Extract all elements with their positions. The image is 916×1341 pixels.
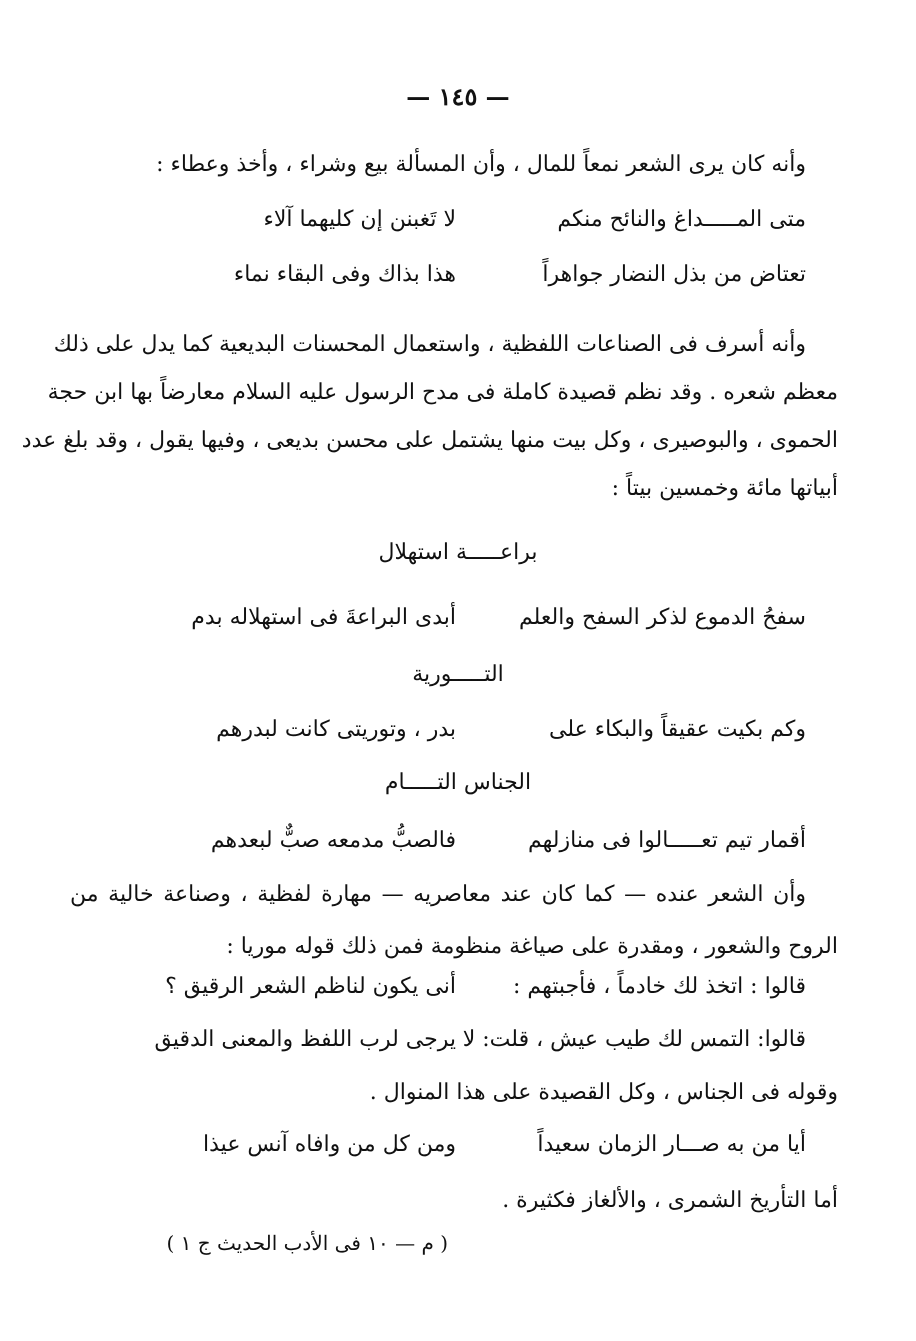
verse-3 [0, 715, 916, 745]
hemistich: أيا من به صـــار الزمان سعيداً [537, 1132, 806, 1157]
footer-note: ( م — ١٠ فى الأدب الحديث ج ١ ) [166, 1231, 448, 1255]
hemistich: سفحُ الدموع لذكر السفح والعلم [519, 605, 806, 630]
verse-6 [0, 1130, 916, 1160]
hemistich: فالصبُّ مدمعه صبٌّ لبعدهم [210, 828, 456, 853]
hemistich: أنى يكون لناظم الشعر الرقيق ؟ [165, 974, 456, 999]
hemistich: وكم بكيت عقيقاً والبكاء على [549, 717, 806, 742]
para-2-line-1: وأنه أسرف فى الصناعات اللفظية ، واستعمال المحسنات البديعية كما يدل على ذلك [53, 332, 806, 357]
para-2-line-3: الحموى ، والبوصيرى ، وكل بيت منها يشتمل على محسن بديعى ، وفيها يقول ، وقد بلغ عدد [21, 428, 838, 453]
verse-1-line-1 [0, 205, 916, 235]
section-heading: الجناس التـــــام [384, 770, 532, 795]
verse-1-line-2 [0, 260, 916, 290]
hemistich: لا تَغبنن إن كليهما آلاء [263, 207, 456, 232]
para-2-line-2: معظم شعره . وقد نظم قصيدة كاملة فى مدح الرسول عليه السلام معارضاً بها ابن حجة [47, 380, 838, 405]
hemistich: قالوا: التمس لك طيب عيش ، قلت: لا [462, 1027, 806, 1052]
hemistich: يرجى لرب اللفظ والمعنى الدقيق [154, 1027, 456, 1052]
hemistich: ومن كل من وافاه آنس عيذا [203, 1132, 456, 1157]
para-5: أما التأريخ الشمرى ، والألغاز فكثيرة . [502, 1188, 838, 1213]
page-number: — ١٤٥ — [406, 82, 510, 111]
hemistich: هذا بذاك وفى البقاء نماء [233, 262, 456, 287]
hemistich: أقمار تيم تعـــــالوا فى منازلهم [528, 828, 806, 853]
hemistich: متى المـــــداغ والنائح منكم [557, 207, 806, 232]
verse-5-line-1 [0, 972, 916, 1002]
hemistich: بدر ، وتوريتى كانت لبدرهم [216, 717, 456, 742]
para-4: وقوله فى الجناس ، وكل القصيدة على هذا المنوال . [369, 1080, 838, 1105]
section-heading: التـــــورية [412, 662, 504, 687]
para-3-line-2: الروح والشعور ، ومقدرة على صياغة منظومة فمن ذلك قوله موريا : [226, 934, 838, 959]
hemistich: قالوا : اتخذ لك خادماً ، فأجبتهم : [513, 974, 806, 999]
hemistich: تعتاض من بذل النضار جواهراً [542, 262, 806, 287]
para-3-line-1: وأن الشعر عنده — كما كان عند معاصريه — مهارة لفظية ، وصناعة خالية من [70, 882, 806, 907]
verse-4 [0, 826, 916, 856]
verse-2 [0, 603, 916, 633]
hemistich: أبدى البراعةَ فى استهلاله بدم [191, 605, 456, 630]
para-2-line-4: أبياتها مائة وخمسين بيتاً : [611, 476, 838, 501]
verse-5-line-2 [0, 1025, 916, 1055]
intro-line: وأنه كان يرى الشعر نمعاً للمال ، وأن المسألة بيع وشراء ، وأخذ وعطاء : [156, 152, 806, 177]
section-heading: براعـــــة استهلال [378, 540, 538, 565]
